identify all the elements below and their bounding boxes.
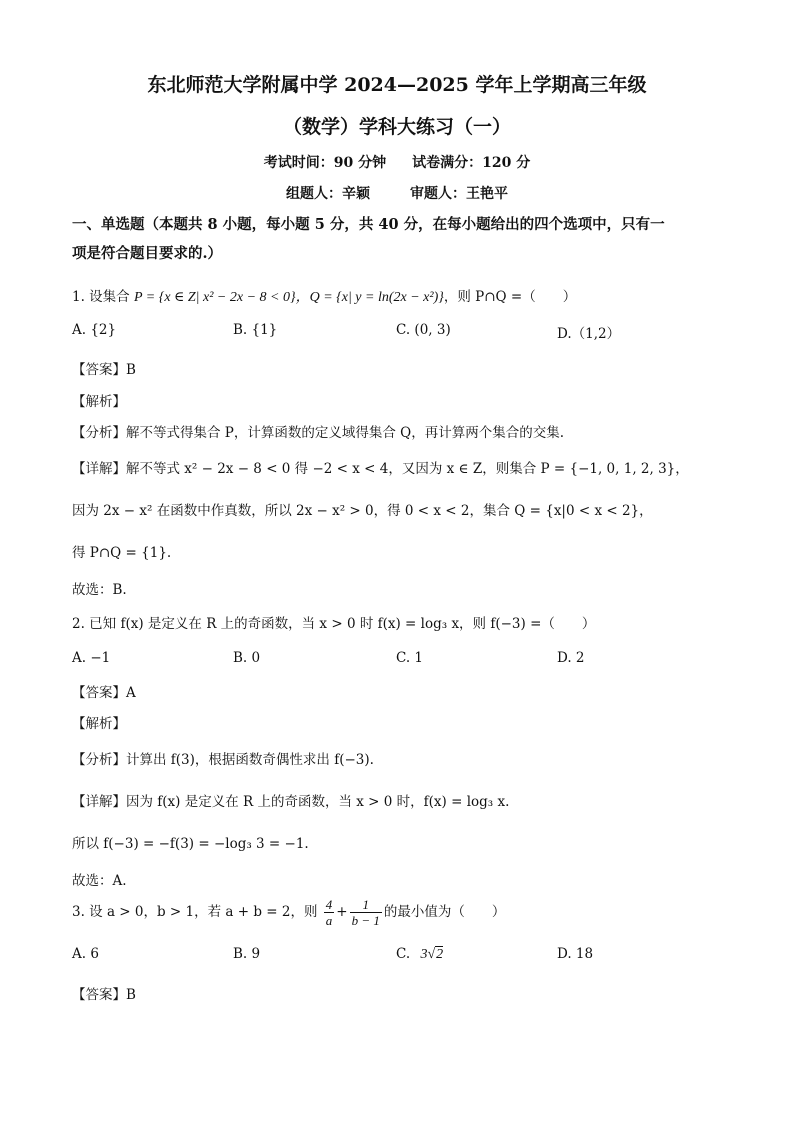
q1-detail-1: 【详解】解不等式 x² − 2x − 8 < 0 得 −2 < x < 4，又因为 x ∈ Z，则集合 P = {−1, 0, 1, 2, 3}，	[72, 461, 689, 477]
q2-option-d: D. 2	[557, 650, 585, 666]
full-score: 试卷满分：120 分	[412, 155, 531, 171]
q3-frac2-num: 1	[350, 897, 382, 913]
title-line-1: 东北师范大学附属中学 2024—2025 学年上学期高三年级	[147, 74, 647, 96]
q3-frac2-den: b − 1	[351, 913, 380, 928]
q3-fraction-1	[324, 897, 335, 928]
q1-ask: ，则 P∩Q =（ ）	[443, 289, 577, 305]
q1-detail-3: 得 P∩Q = {1}.	[72, 545, 172, 561]
q1-fenxi: 【分析】解不等式得集合 P，计算函数的定义域得集合 Q，再计算两个集合的交集.	[72, 425, 565, 441]
q2-fenxi: 【分析】计算出 f(3)，根据函数奇偶性求出 f(−3).	[72, 752, 374, 768]
q1-analysis-label: 【解析】	[72, 394, 126, 410]
q3-stem-pre: 3. 设 a > 0，b > 1，若 a + b = 2，则	[72, 904, 318, 920]
q2-analysis-label: 【解析】	[72, 716, 126, 732]
setter: 组题人：辛颖	[286, 186, 370, 202]
q3-option-c-coef: 3	[420, 947, 428, 962]
q3-stem-post: 的最小值为（ ）	[383, 904, 506, 920]
q2-answer: 【答案】A	[72, 685, 136, 701]
q1-detail-2: 因为 2x − x² 在函数中作真数，所以 2x − x² > 0，得 0 < x < 2，集合 Q = {x|0 < x < 2}，	[72, 503, 653, 519]
q1-option-c: C. (0, 3)	[396, 322, 451, 338]
q2-option-b: B. 0	[233, 650, 261, 666]
section-heading-1: 一、单选题（本题共 8 小题，每小题 5 分，共 40 分，在每小题给出的四个选项中，只有一	[72, 216, 665, 233]
q3-option-a: A. 6	[72, 946, 99, 962]
q3-option-c-label: C.	[396, 946, 411, 962]
q3-fraction-2	[350, 897, 382, 928]
q3-option-b: B. 9	[233, 946, 261, 962]
q1-choose: 故选：B.	[72, 582, 127, 598]
q3-stem	[72, 897, 505, 928]
q1-set-q: ，Q = {x| y = ln(2x − x²)}	[295, 290, 444, 305]
q1-option-b: B. {1}	[233, 322, 278, 338]
q2-option-c: C. 1	[396, 650, 424, 666]
q1-prefix: 1. 设集合	[72, 289, 130, 305]
q2-option-a: A. −1	[72, 650, 111, 666]
q2-detail-2: 所以 f(−3) = −f(3) = −log₃ 3 = −1.	[72, 836, 309, 852]
q2-stem: 2. 已知 f(x) 是定义在 R 上的奇函数，当 x > 0 时 f(x) = log₃ x，则 f(−3) =（ ）	[72, 616, 596, 632]
q1-set-p: P = {x ∈ Z| x² − 2x − 8 < 0}	[133, 290, 296, 305]
staff-info	[0, 183, 794, 203]
q3-plus: +	[336, 904, 348, 920]
q3-option-c-radical: √2	[427, 947, 444, 962]
q3-frac1-den: a	[325, 913, 333, 928]
q2-detail-1: 【详解】因为 f(x) 是定义在 R 上的奇函数，当 x > 0 时，f(x) = log₃ x.	[72, 794, 510, 810]
section-heading-2: 项是符合题目要求的.）	[72, 245, 223, 262]
exam-info	[0, 152, 794, 172]
exam-time: 考试时间：90 分钟	[263, 155, 387, 171]
q3-answer: 【答案】B	[72, 987, 136, 1003]
q1-option-d: D.（1,2）	[557, 326, 621, 342]
q3-option-c-radicand: 2	[436, 947, 444, 962]
q2-choose: 故选：A.	[72, 873, 127, 889]
q3-frac1-num: 4	[325, 897, 333, 912]
q1-option-a: A. {2}	[72, 322, 117, 338]
title-line-2: （数学）学科大练习（一）	[282, 116, 511, 138]
q3-option-c	[396, 946, 443, 963]
reviewer: 审题人：王艳平	[410, 186, 508, 202]
q3-option-d: D. 18	[557, 946, 594, 962]
q1-stem	[72, 285, 576, 306]
q1-answer: 【答案】B	[72, 362, 136, 378]
